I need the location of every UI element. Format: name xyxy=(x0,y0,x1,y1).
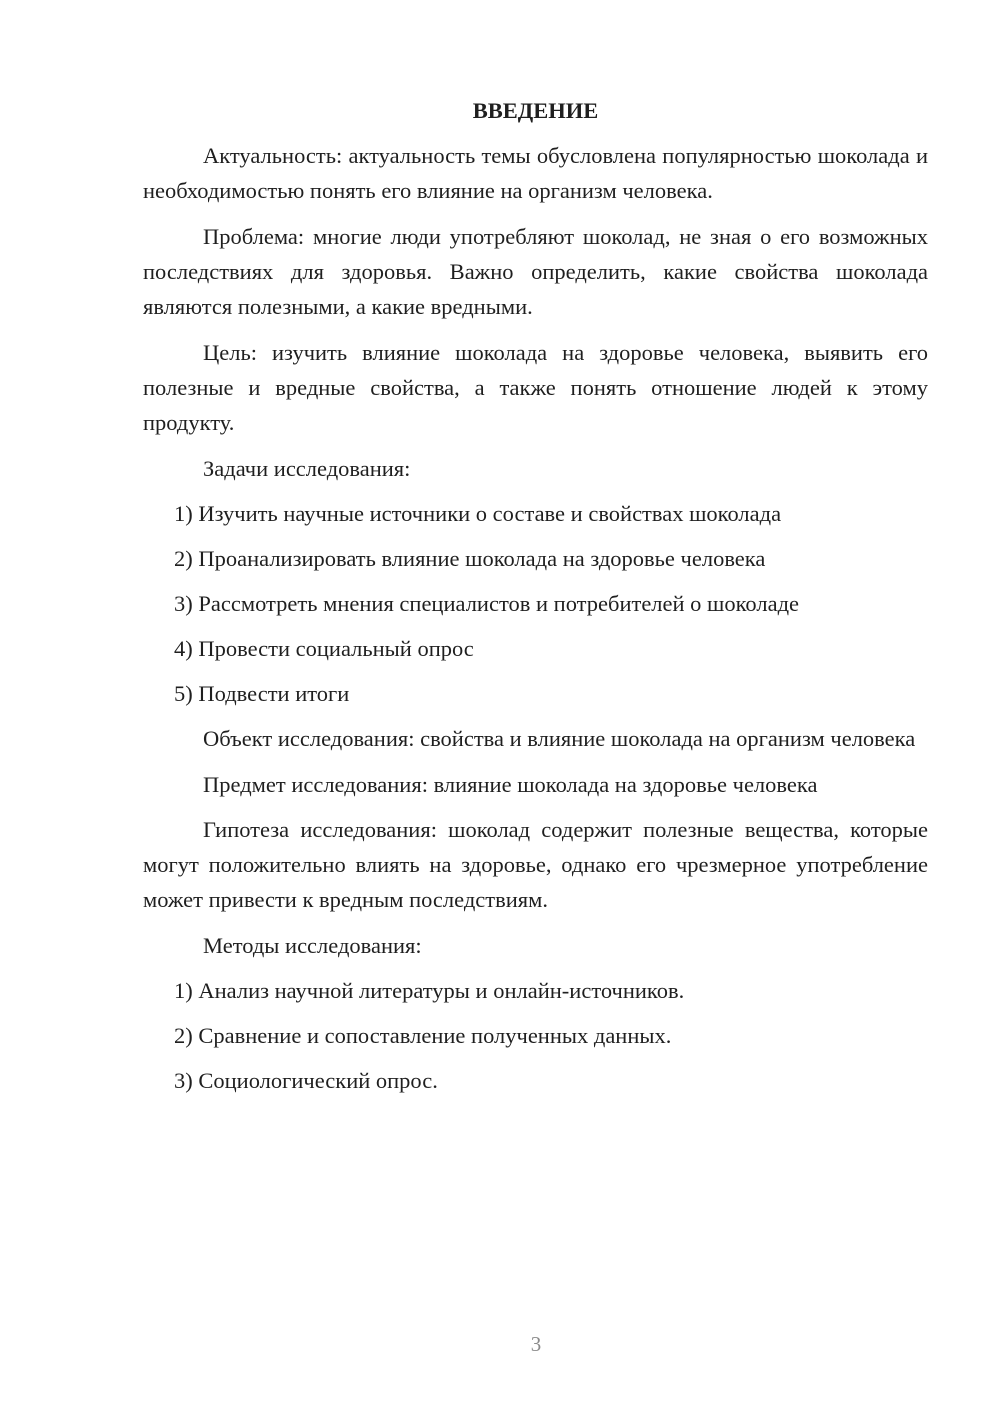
tasks-heading: Задачи исследования: xyxy=(203,456,411,481)
page-title: ВВЕДЕНИЕ xyxy=(472,98,599,123)
document-page xyxy=(143,95,928,1108)
list-item: 1) Анализ научной литературы и онлайн-источников. xyxy=(174,978,685,1003)
page-number: 3 xyxy=(530,1332,542,1356)
methods-list xyxy=(143,973,928,1098)
methods-heading: Методы исследования: xyxy=(203,933,422,958)
relevance-paragraph: Актуальность: актуальность темы обусловлена популярностью шоколада и необходимостью понять его влияние на организм человека. xyxy=(143,143,928,203)
list-item: 1) Изучить научные источники о составе и свойствах шоколада xyxy=(174,501,782,526)
list-item: 5) Подвести итоги xyxy=(174,681,350,706)
subject-paragraph: Предмет исследования: влияние шоколада на здоровье человека xyxy=(203,772,818,797)
list-item: 3) Рассмотреть мнения специалистов и потребителей о шоколаде xyxy=(174,591,800,616)
problem-paragraph: Проблема: многие люди употребляют шоколад, не зная о его возможных последствиях для здоровья. Важно определить, какие свойства шоколада являются полезными, а какие вредными. xyxy=(143,224,928,319)
list-item: 2) Сравнение и сопоставление полученных данных. xyxy=(174,1023,672,1048)
object-paragraph: Объект исследования: свойства и влияние шоколада на организм человека xyxy=(203,726,916,751)
list-item: 4) Провести социальный опрос xyxy=(174,636,474,661)
goal-paragraph: Цель: изучить влияние шоколада на здоровье человека, выявить его полезные и вредные свойства, а также понять отношение людей к этому продукту. xyxy=(143,340,928,435)
hypothesis-paragraph: Гипотеза исследования: шоколад содержит полезные вещества, которые могут положительно влиять на здоровье, однако его чрезмерное употребление может привести к вредным последствиям. xyxy=(143,817,928,912)
list-item: 2) Проанализировать влияние шоколада на здоровье человека xyxy=(174,546,766,571)
tasks-list xyxy=(143,496,928,711)
list-item: 3) Социологический опрос. xyxy=(174,1068,438,1093)
